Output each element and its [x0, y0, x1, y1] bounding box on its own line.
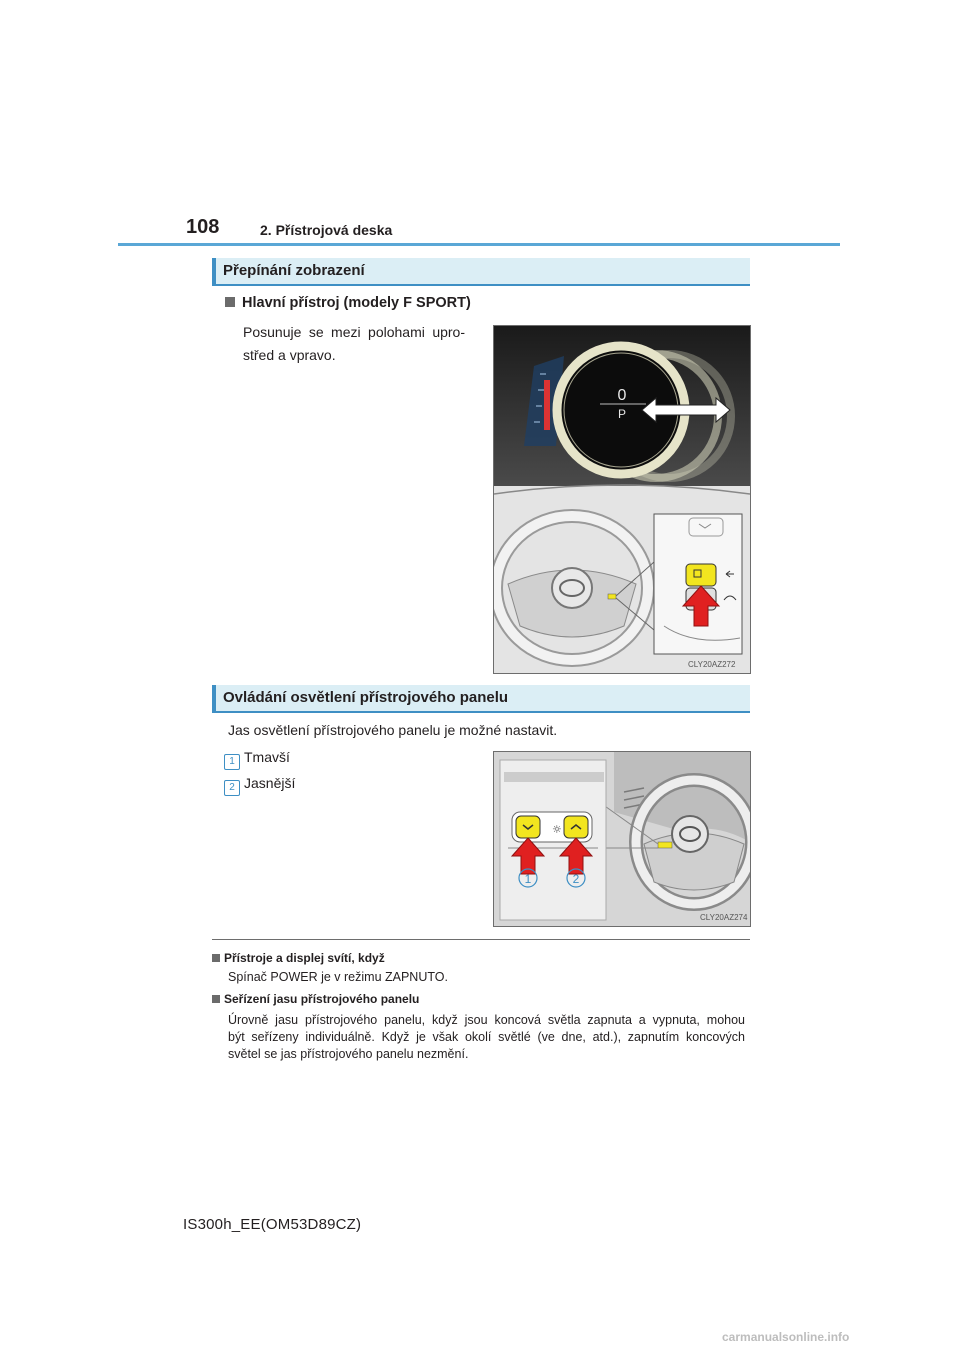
note-heading-2: Seřízení jasu přístrojového panelu: [212, 992, 419, 1006]
square-bullet-icon: [212, 995, 220, 1003]
figure-code: CLY20AZ272: [688, 660, 736, 669]
dimmer-figure: [493, 751, 751, 927]
header-rule: [118, 243, 840, 246]
section-title: Přepínání zobrazení: [223, 262, 365, 279]
square-bullet-icon: [225, 297, 235, 307]
document-code: IS300h_EE(OM53D89CZ): [183, 1216, 362, 1233]
subheading-main-meter: Hlavní přístroj (modely F SPORT): [225, 295, 471, 311]
list-item-brighter: [224, 775, 296, 796]
svg-text:☼: ☼: [552, 823, 562, 836]
figure-code: CLY20AZ274: [700, 913, 748, 922]
section1-text-line2: střed a vpravo.: [243, 347, 336, 363]
gauge-value: 0: [617, 387, 627, 404]
note-heading-1: Přístroje a displej svítí, když: [212, 951, 385, 965]
dim-darker-button: [516, 816, 540, 838]
note-text-2-line1: Úrovně jasu přístrojového panelu, když jsou koncová světla zapnuta a vypnuta, mohou: [228, 1013, 745, 1027]
number-badge: 1: [224, 754, 240, 770]
number-badge: 2: [224, 780, 240, 796]
notes-rule: [212, 939, 750, 940]
note-text-2-line2: být seřízeny individuálně. Když je však okolí světlé (ve dne, atd.), zapnutím koncových: [228, 1030, 745, 1044]
section1-text-line1: Posunuje se mezi polohami upro-: [243, 324, 465, 340]
item-label: Jasnější: [244, 775, 296, 791]
watermark: carmanualsonline.info: [722, 1330, 850, 1344]
chapter-title: 2. Přístrojová deska: [260, 222, 393, 238]
callout-1: 1: [524, 872, 532, 886]
gauge-gear: P: [617, 407, 627, 421]
square-bullet-icon: [212, 954, 220, 962]
item-label: Tmavší: [244, 749, 290, 765]
meter-illustration: [494, 326, 750, 673]
dimmer-illustration: [494, 752, 750, 926]
note-text-1: Spínač POWER je v režimu ZAPNUTO.: [228, 970, 448, 984]
list-item-darker: [224, 749, 290, 770]
section-title: Ovládání osvětlení přístrojového panelu: [223, 689, 509, 706]
section-bar-panel-lighting: [212, 685, 750, 713]
note-text-2-line3: světel se jas přístrojového panelu nezmění.: [228, 1047, 469, 1061]
callout-2: 2: [572, 872, 580, 886]
page-number: 108: [186, 216, 220, 238]
dim-brighter-button: [564, 816, 588, 838]
section2-intro: Jas osvětlení přístrojového panelu je možné nastavit.: [228, 722, 558, 738]
section-bar-display-switching: [212, 258, 750, 286]
meter-figure: [493, 325, 751, 674]
